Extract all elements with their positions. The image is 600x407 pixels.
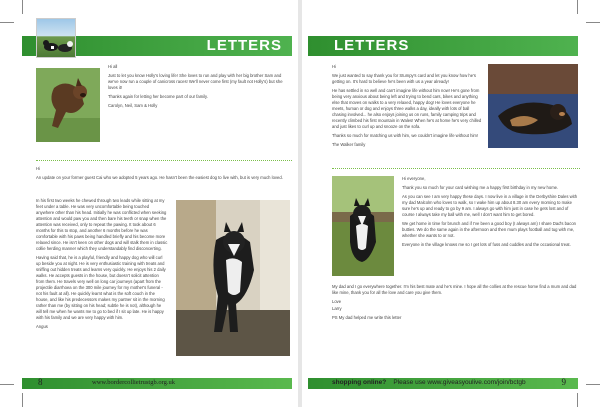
crop-mark xyxy=(22,0,23,14)
dotted-separator xyxy=(332,168,580,169)
stumpy-photo xyxy=(488,64,578,148)
website-link[interactable]: www.bordercollietrustgb.org.uk xyxy=(92,379,176,386)
letter-signoff: Angus xyxy=(36,324,48,329)
letter-paragraph: We get home in time for brunch and if I've been a good boy (I always am) I share Dad's bacon butties. We do the same again in the afternoon and then mum plays football and tug with me, whether she wants to or not. xyxy=(402,221,576,238)
section-title: LETTERS xyxy=(206,37,282,54)
section-banner xyxy=(308,36,578,56)
section-title: LETTERS xyxy=(334,37,410,54)
letter-paragraph: He has settled in so well and can't imagine life without him now! He's gone from being very anxious about being left and trying to bend cars, bikes and anything else that moves on walks to a very relaxed, happy dog! He loves everyone he meets, human or dog and enjoys three walks a day, ideally with lots of ball chasing involved... he also enjoys joining us on runs, family camping trips and recently climbed his first mountain in Wales! When he's at home he's very chilled and just likes to curl up and snooze on the sofa. xyxy=(332,88,482,129)
letter-thanks: Thanks again for letting her become part of our family. xyxy=(108,94,209,99)
letter-paragraph: In his first two weeks he chewed through two leads while sitting at my feet under a table. He was very uncomfortable being touched anywhere other than his head. Initially he was conflicted when seeking attention and would paw you and then bare his teeth or snap when the attention was received, only to repeat the pawing. It took about 6 months for this to stop, and another 6 months before he was comfortable with his paws being handled briefly and his become more relaxed since. He isn't keen on other dogs and will stalk them in classic collie herding manner which they understandably find disconcerting. xyxy=(36,198,168,251)
letter-greeting: Hi xyxy=(332,64,336,69)
letter-love: Love xyxy=(332,299,342,304)
letter-intro: We just wanted to say thank you for Stumpy's card and let you know how he's getting on. It's hard to believe he's been with us a year already! xyxy=(332,73,476,84)
letter-stumpy xyxy=(332,64,482,151)
crop-mark xyxy=(577,0,578,14)
larry-photo xyxy=(332,176,394,276)
header-dog-photo xyxy=(36,18,76,58)
page-number: 8 xyxy=(38,377,43,387)
dotted-separator xyxy=(36,160,292,161)
letter-larry-closing xyxy=(332,284,578,324)
crop-mark xyxy=(586,22,600,23)
letter-cai-body xyxy=(36,198,168,333)
letter-paragraph: Having said that, he is a playful, friendly and happy dog who will curl up beside you at night. He is very enthusiastic training with treats and sniffing out hidden treats and learns very quickly. He enjoys his 2 daily walks. He accepts guests in the house, but doesn't solicit attention from them. He travels very well on long car journeys (apart from the projectile diarrhoea on the 300 mile journey for my mother's funeral - not his fault at all). He quickly learnt what is the soft couch in the house, and like his predecessors makes my partner sit in the morning rather than me (by sitting on his head; subtle he is not), although he will tell me when he wants me to go to bed if I sit up late. He is happy with his family and we are very happy with him. xyxy=(36,255,166,320)
letter-holly xyxy=(108,64,290,112)
letter-paragraph: My dad and I go everywhere together. I'm his best mate and he's mine. I hope all the collies at the rescue home find a mum and dad like mine, thank you for all the love and care you give them. xyxy=(332,284,577,295)
letter-paragraph: Thank you so much for your card wishing me a happy first birthday in my new home. xyxy=(402,185,559,190)
letter-greeting: Hi all xyxy=(108,64,118,69)
cta-link[interactable]: Please use www.giveasyoulive.com/join/bctgb xyxy=(393,379,526,386)
letter-greeting: Hi everyone, xyxy=(402,176,426,181)
letter-signoff: The Walker family xyxy=(332,142,366,147)
cta-heading: shopping online? xyxy=(332,379,387,386)
crop-mark xyxy=(577,393,578,407)
letter-body: Just to let you know Holly's loving life! She loves to run and play with her big brother Sam and we've now run a couple of canicross races! We'll never come first (my fault not Holly's) but she loves it! xyxy=(108,73,283,90)
letter-paragraph: As you can see I am very happy these days. I now live in a village in the Derbyshire Dales with my dad Malcolm who loves to walk, so I wake him up about 8.30 am every morning to make sure he's up and ready to go by 9 am. I always go with him just in case he gets lost and of course I always take my ball with me, well I don't want him to get bored. xyxy=(402,194,578,217)
letter-paragraph: Everyone in the village knows me so I get lots of fuss and cuddles and the occasional treat. xyxy=(402,242,571,247)
letter-intro: An update on your former guest Cai who we adopted 5 years ago. He hasn't been the easiest dog to live with, but is very much loved. xyxy=(36,175,283,180)
letter-name: Larry xyxy=(332,306,342,311)
letter-greeting: Hi xyxy=(36,166,40,171)
right-page xyxy=(302,0,600,407)
shopping-cta xyxy=(332,379,526,386)
crop-mark xyxy=(586,384,600,385)
letter-signoff: Carolyn, Neil, Sam & Holly xyxy=(108,103,158,108)
crop-mark xyxy=(22,393,23,407)
crop-mark xyxy=(0,384,14,385)
cai-photo xyxy=(176,200,290,356)
letter-cai-intro xyxy=(36,166,290,184)
letter-thanks: Thanks so much for matching us with him, we couldn't imagine life without him! xyxy=(332,133,479,138)
page-number: 9 xyxy=(561,377,566,387)
holly-photo xyxy=(36,68,100,142)
left-page xyxy=(0,0,298,407)
letter-ps: PS My dad helped me write this letter xyxy=(332,315,402,320)
crop-mark xyxy=(0,22,14,23)
letter-larry xyxy=(402,176,578,251)
